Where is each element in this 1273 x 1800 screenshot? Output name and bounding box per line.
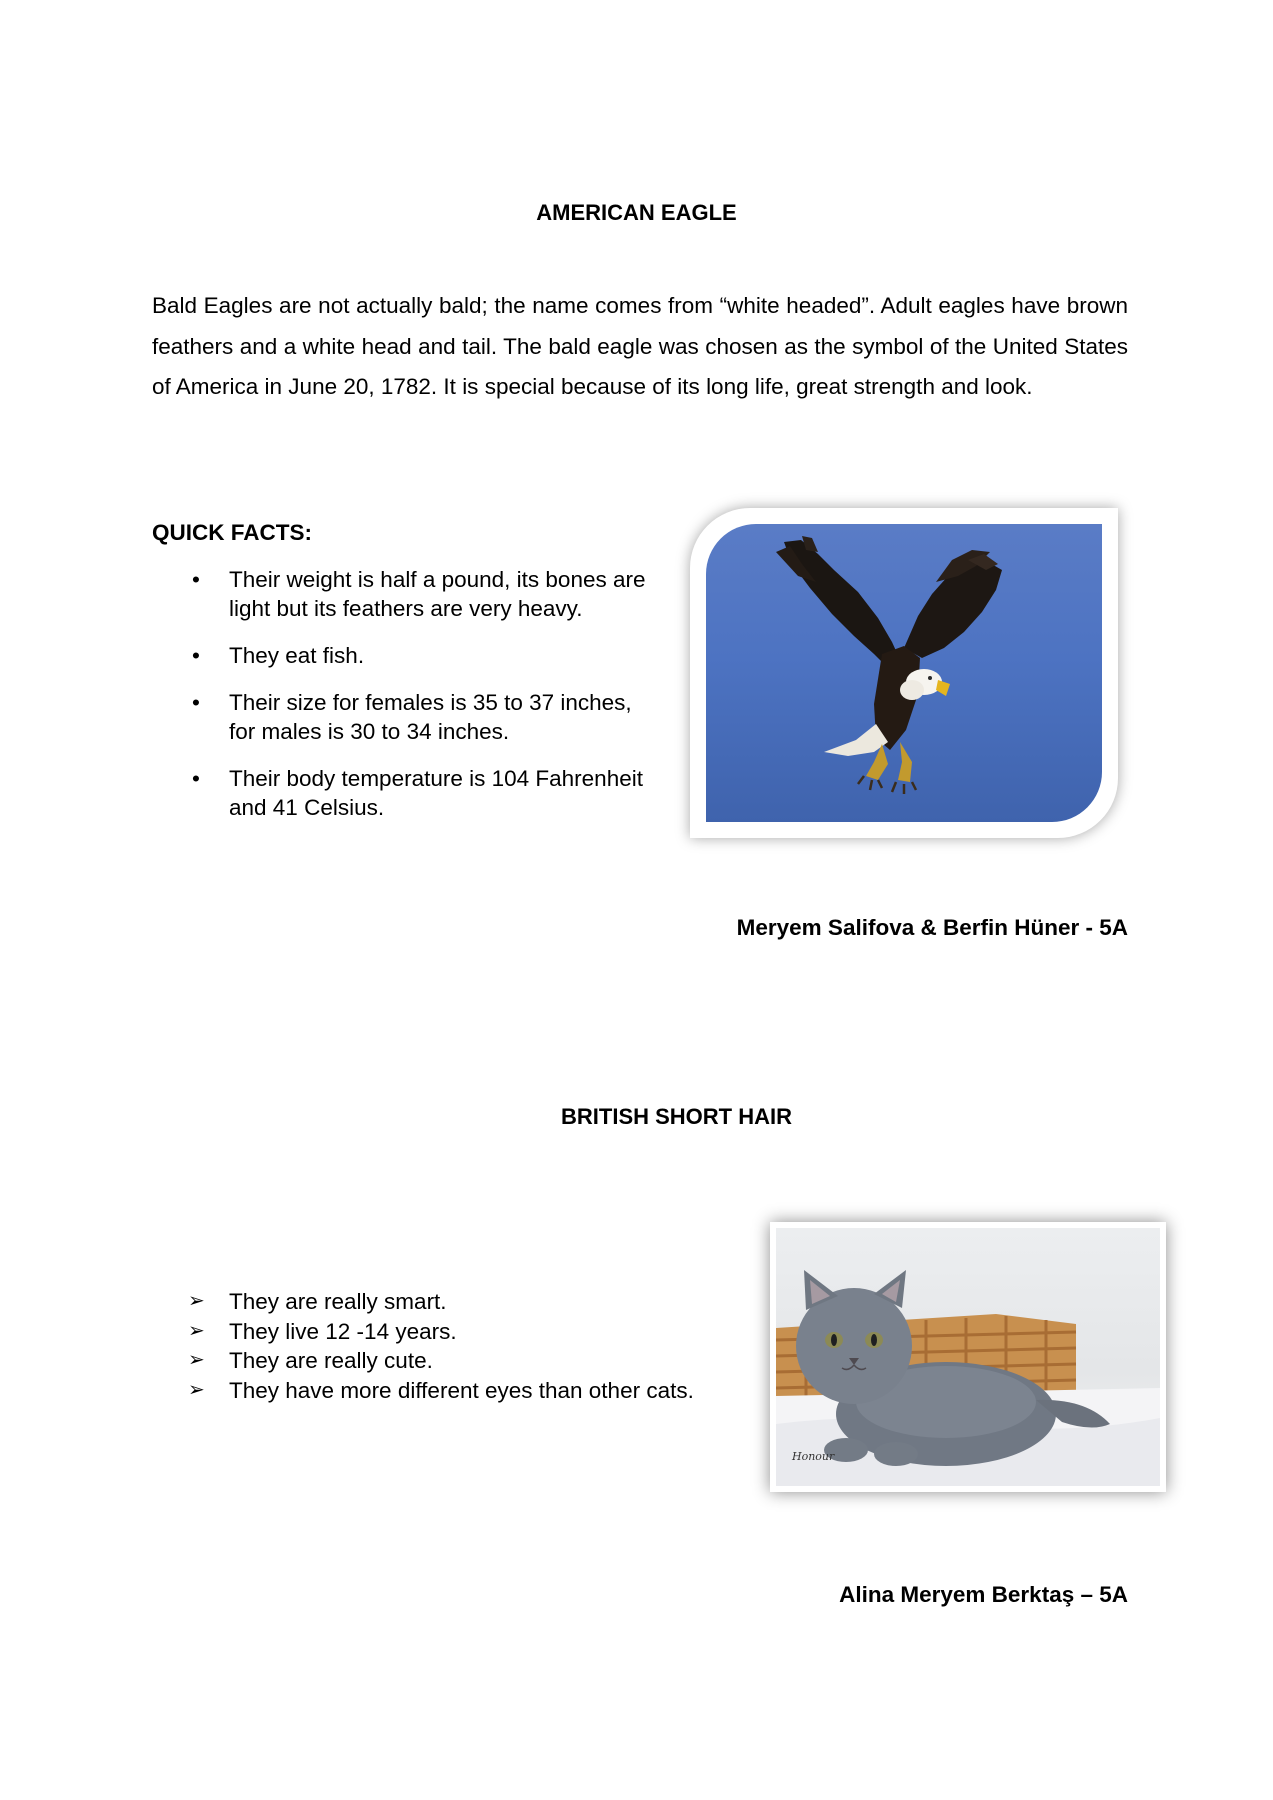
cat-section-title: BRITISH SHORT HAIR <box>561 1104 792 1129</box>
cat-credit: Alina Meryem Berktaş – 5A <box>839 1582 1128 1607</box>
bullet-icon: • <box>192 567 200 592</box>
kitten-illustration <box>776 1228 1160 1486</box>
eagle-facts-list <box>188 565 648 840</box>
list-item: ➢ They are really cute. <box>188 1346 694 1376</box>
arrow-bullet-icon: ➢ <box>188 1349 205 1371</box>
eagle-photo <box>706 524 1102 822</box>
quick-facts-heading: QUICK FACTS: <box>152 520 312 545</box>
arrow-bullet-icon: ➢ <box>188 1319 205 1342</box>
eagle-credit: Meryem Salifova & Berfin Hüner - 5A <box>736 915 1128 940</box>
eagle-illustration <box>706 524 1102 822</box>
cat-photo <box>776 1228 1160 1486</box>
photo-watermark: Honour <box>792 1450 835 1463</box>
arrow-bullet-icon: ➢ <box>188 1290 205 1312</box>
bullet-icon: • <box>192 690 200 715</box>
list-item: • They eat fish. <box>192 643 365 668</box>
arrow-bullet-icon: ➢ <box>188 1378 205 1401</box>
cat-facts-list <box>188 1287 694 1405</box>
eagle-section-title: AMERICAN EAGLE <box>536 200 737 225</box>
list-item: • Their size for females is 35 to 37 inches, for males is 30 to 34 inches. <box>192 690 632 744</box>
list-item: ➢ They are really smart. <box>188 1287 694 1317</box>
eagle-intro-paragraph: Bald Eagles are not actually bald; the name comes from “white headed”. Adult eagles have brown feathers and a white head and tail. The bald eagle was chosen as the symbol of the United States of America in June 20, 1782. It is special because of its long life, great strength and look. <box>152 293 1128 399</box>
bullet-icon: • <box>192 766 200 791</box>
list-item: • Their weight is half a pound, its bones are light but its feathers are very heavy. <box>192 567 646 621</box>
list-item: ➢ They live 12 -14 years. <box>188 1317 694 1347</box>
bullet-icon: • <box>192 643 200 668</box>
list-item: ➢ They have more different eyes than other cats. <box>188 1376 694 1406</box>
list-item: • Their body temperature is 104 Fahrenheit and 41 Celsius. <box>192 766 643 820</box>
